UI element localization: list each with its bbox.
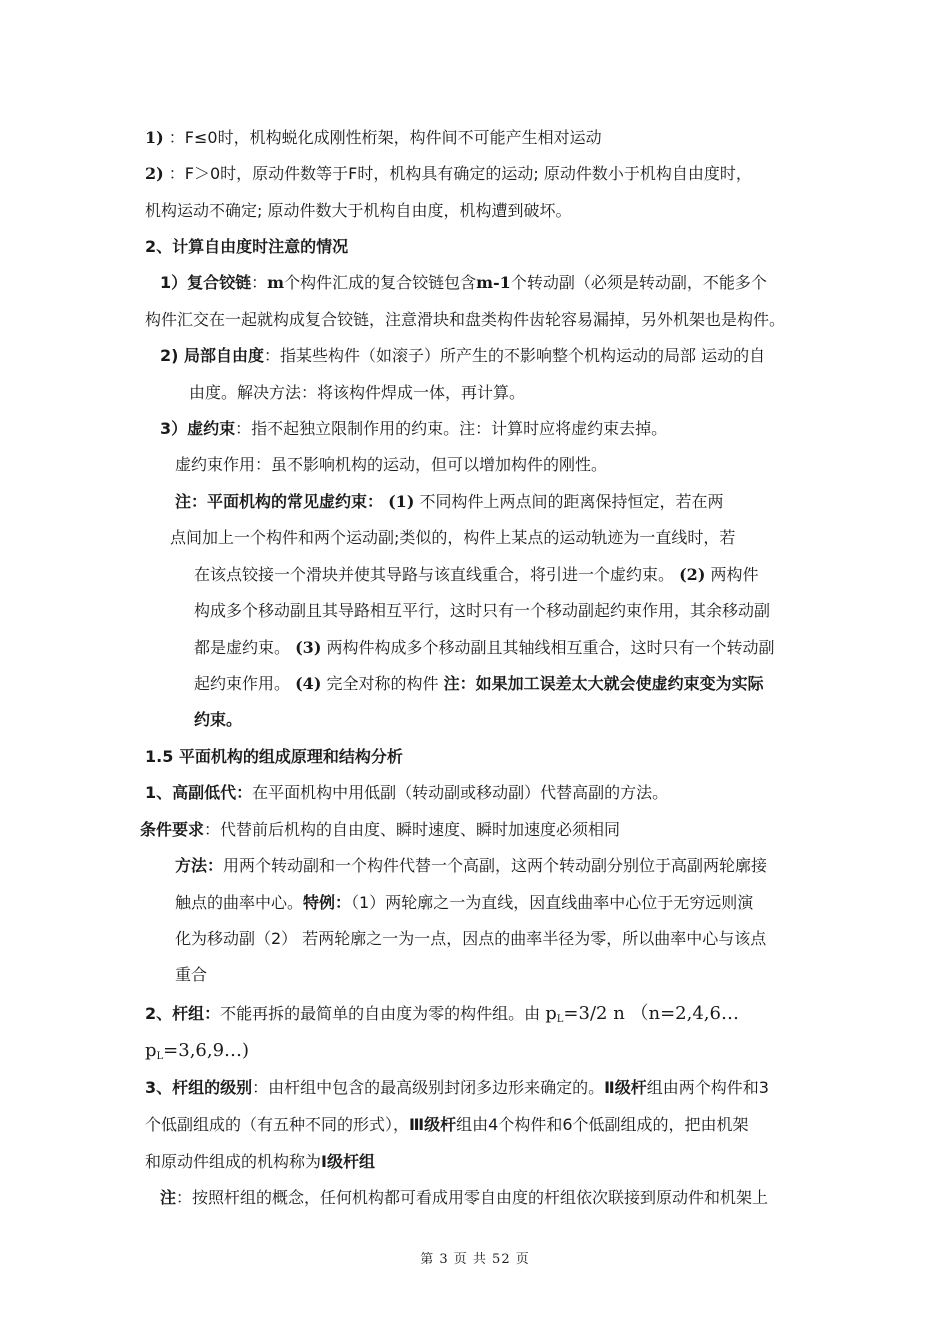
- line-virtual-constraint: 3）虚约束：指不起独立限制作用的约束。注：计算时应将虚约束去掉。: [160, 419, 668, 438]
- line-28: 个低副组成的（有五种不同的形式），Ⅲ级杆组由4个构件和6个低副组成的，把由机架: [145, 1115, 749, 1134]
- line-15: 都是虚约束。 (3) 两构件构成多个移动副且其轴线相互重合，这时只有一个转动副: [194, 638, 775, 657]
- line-27: 3、杆组的级别：由杆组中包含的最高级别封闭多边形来确定的。Ⅱ级杆组由两个构件和3: [145, 1078, 769, 1097]
- line-20: 条件要求：代替前后机构的自由度、瞬时速度、瞬时加速度必须相同: [140, 820, 621, 839]
- line-21: 方法：用两个转动副和一个构件代替一个高副，这两个转动副分别位于高副两轮廓接: [175, 856, 768, 875]
- line-25: 2、杆组：不能再拆的最简单的自由度为零的构件组。由 $p_L=3/2$ n （n=2,4,6…: [145, 1003, 739, 1025]
- line-compound-hinge: 1）复合铰链：m个构件汇成的复合铰链包含m-1个转动副（必须是转动副，不能多个: [160, 273, 767, 292]
- line-16: 起约束作用。 (4) 完全对称的构件 注：如果加工误差太大就会使虚约束变为实际: [194, 674, 764, 693]
- formula-pl: $p_L=3/2$ n （n=2,4,6…: [545, 1003, 739, 1025]
- line-1: 1) ：F≤0时，机构蜕化成刚性桁架，构件间不可能产生相对运动: [145, 128, 602, 147]
- line-19: 1、高副低代：在平面机构中用低副（转动副或移动副）代替高副的方法。: [145, 783, 669, 802]
- section-heading-1-5: 1.5 平面机构的组成原理和结构分析: [145, 747, 403, 766]
- line-12: 点间加上一个构件和两个运动副;类似的，构件上某点的运动轨迹为一直线时，若: [170, 528, 736, 547]
- line-22: 触点的曲率中心。特例：（1）两轮廓之一为直线，因直线曲率中心位于无穷远则演: [175, 893, 754, 912]
- page-footer: 第 3 页 共 52 页: [420, 1252, 530, 1267]
- line-2: 2) ：F＞0时，原动件数等于F时，机构具有确定的运动; 原动件数小于机构自由度时，: [145, 164, 752, 183]
- line-11: 注：平面机构的常见虚约束： (1) 不同构件上两点间的距离保持恒定，若在两: [175, 492, 724, 511]
- line-10: 虚约束作用：虽不影响机构的运动，但可以增加构件的刚性。: [175, 455, 608, 474]
- line-17: 约束。: [194, 710, 243, 729]
- line-6: 构件汇交在一起就构成复合铰链，注意滑块和盘类构件齿轮容易漏掉，另外机架也是构件。: [145, 310, 786, 329]
- line-23: 化为移动副（2） 若两轮廓之一为一点，因点的曲率半径为零，所以曲率中心与该点: [175, 929, 767, 948]
- line-30: 注：按照杆组的概念，任何机构都可看成用零自由度的杆组依次联接到原动件和机架上: [160, 1188, 769, 1207]
- line-14: 构成多个移动副且其导路相互平行，这时只有一个移动副起约束作用，其余移动副: [194, 601, 771, 620]
- line-8: 由度。解决方法：将该构件焊成一体，再计算。: [189, 383, 526, 402]
- line-26: $p_L=3,6,9\dots$): [145, 1040, 250, 1062]
- section-heading-2: 2、计算自由度时注意的情况: [145, 237, 349, 256]
- line-3: 机构运动不确定; 原动件数大于机构自由度，机构遭到破坏。: [145, 201, 572, 220]
- line-29: 和原动件组成的机构称为Ⅰ级杆组: [145, 1152, 375, 1171]
- line-local-freedom: 2) 局部自由度：指某些构件（如滚子）所产生的不影响整个机构运动的局部 运动的自: [160, 346, 766, 365]
- line-13: 在该点铰接一个滑块并使其导路与该直线重合，将引进一个虚约束。 (2) 两构件: [194, 565, 759, 584]
- line-24: 重合: [175, 965, 208, 984]
